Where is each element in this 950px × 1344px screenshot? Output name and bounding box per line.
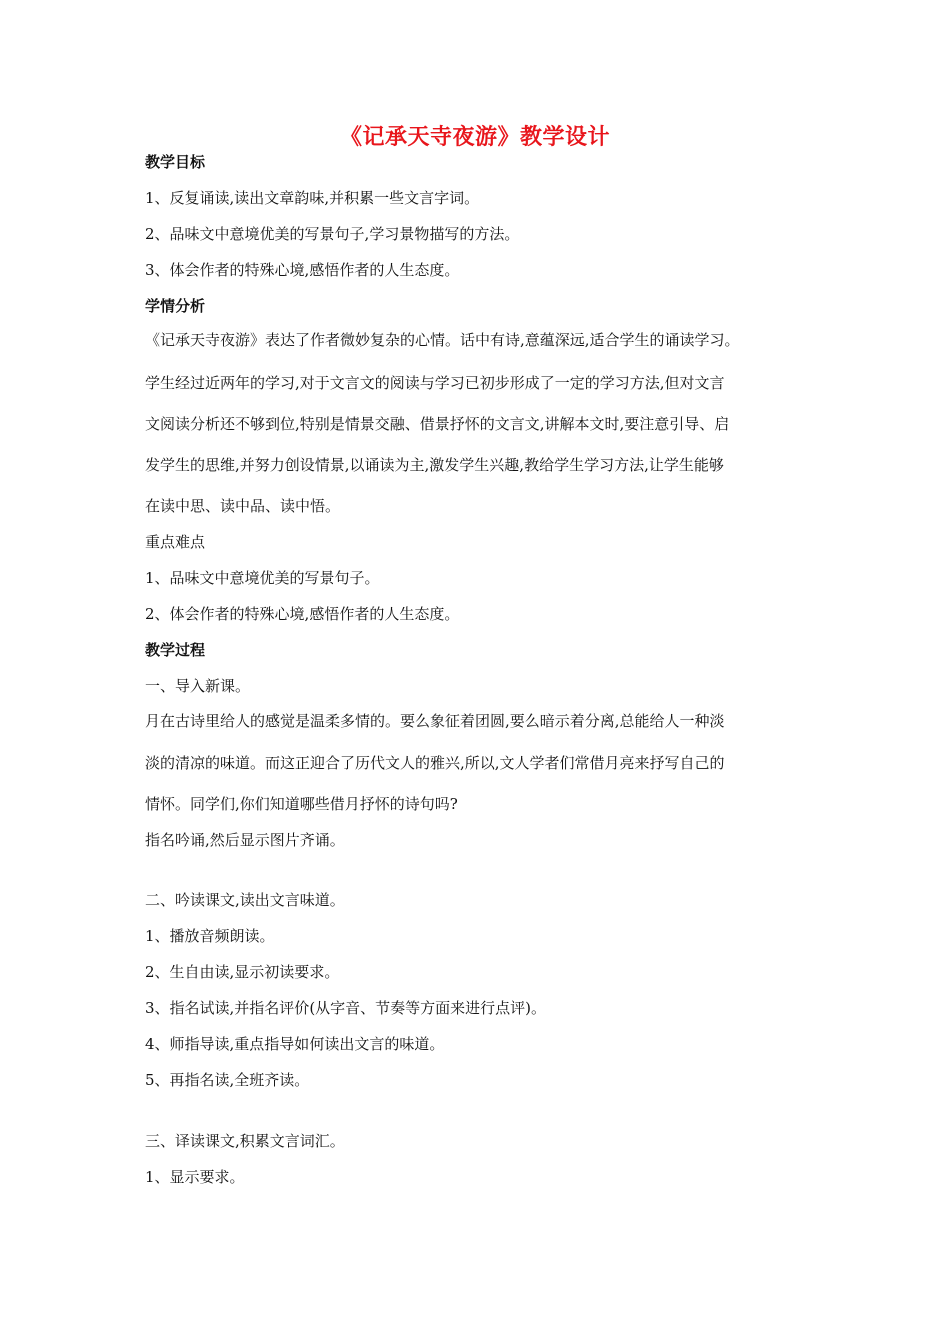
analysis-line: 《记承天寺夜游》表达了作者微妙复杂的心情。话中有诗,意蕴深远,适合学生的诵读学习。: [145, 331, 740, 349]
step2-item: 4、师指导读,重点指导如何读出文言的味道。: [145, 1035, 445, 1053]
keypoint-item: 2、体会作者的特殊心境,感悟作者的人生态度。: [145, 605, 460, 623]
step1-line: 情怀。同学们,你们知道哪些借月抒怀的诗句吗?: [145, 795, 458, 813]
analysis-line: 学生经过近两年的学习,对于文言文的阅读与学习已初步形成了一定的学习方法,但对文言: [145, 374, 725, 392]
analysis-line: 发学生的思维,并努力创设情景,以诵读为主,激发学生兴趣,教给学生学习方法,让学生能够: [145, 456, 724, 474]
objective-item: 1、反复诵读,读出文章韵味,并积累一些文言字词。: [145, 189, 480, 207]
step1-line: 月在古诗里给人的感觉是温柔多情的。要么象征着团圆,要么暗示着分离,总能给人一种淡: [145, 712, 725, 730]
objective-item: 3、体会作者的特殊心境,感悟作者的人生态度。: [145, 261, 460, 279]
step2-item: 3、指名试读,并指名评价(从字音、节奏等方面来进行点评)。: [145, 999, 547, 1017]
step1-line: 淡的清凉的味道。而这正迎合了历代文人的雅兴,所以,文人学者们常借月亮来抒写自己的: [145, 754, 725, 772]
process-heading: 教学过程: [145, 641, 206, 659]
step2-title: 二、吟读课文,读出文言味道。: [145, 891, 345, 909]
step3-item: 1、显示要求。: [145, 1168, 245, 1186]
step1-title: 一、导入新课。: [145, 677, 251, 695]
step2-item: 2、生自由读,显示初读要求。: [145, 963, 340, 981]
step2-item: 1、播放音频朗读。: [145, 927, 275, 945]
analysis-line: 文阅读分析还不够到位,特别是情景交融、借景抒怀的文言文,讲解本文时,要注意引导、启: [145, 415, 730, 433]
analysis-heading: 学情分析: [145, 297, 206, 315]
document-title: 《记承天寺夜游》教学设计: [339, 125, 610, 150]
analysis-line: 在读中思、读中品、读中悟。: [145, 497, 341, 515]
step1-note: 指名吟诵,然后显示图片齐诵。: [145, 831, 345, 849]
objective-item: 2、品味文中意境优美的写景句子,学习景物描写的方法。: [145, 225, 520, 243]
keypoint-item: 1、品味文中意境优美的写景句子。: [145, 569, 380, 587]
step2-item: 5、再指名读,全班齐读。: [145, 1071, 310, 1089]
step3-title: 三、译读课文,积累文言词汇。: [145, 1132, 345, 1150]
keypoints-heading: 重点难点: [145, 533, 206, 551]
objectives-heading: 教学目标: [145, 153, 206, 171]
